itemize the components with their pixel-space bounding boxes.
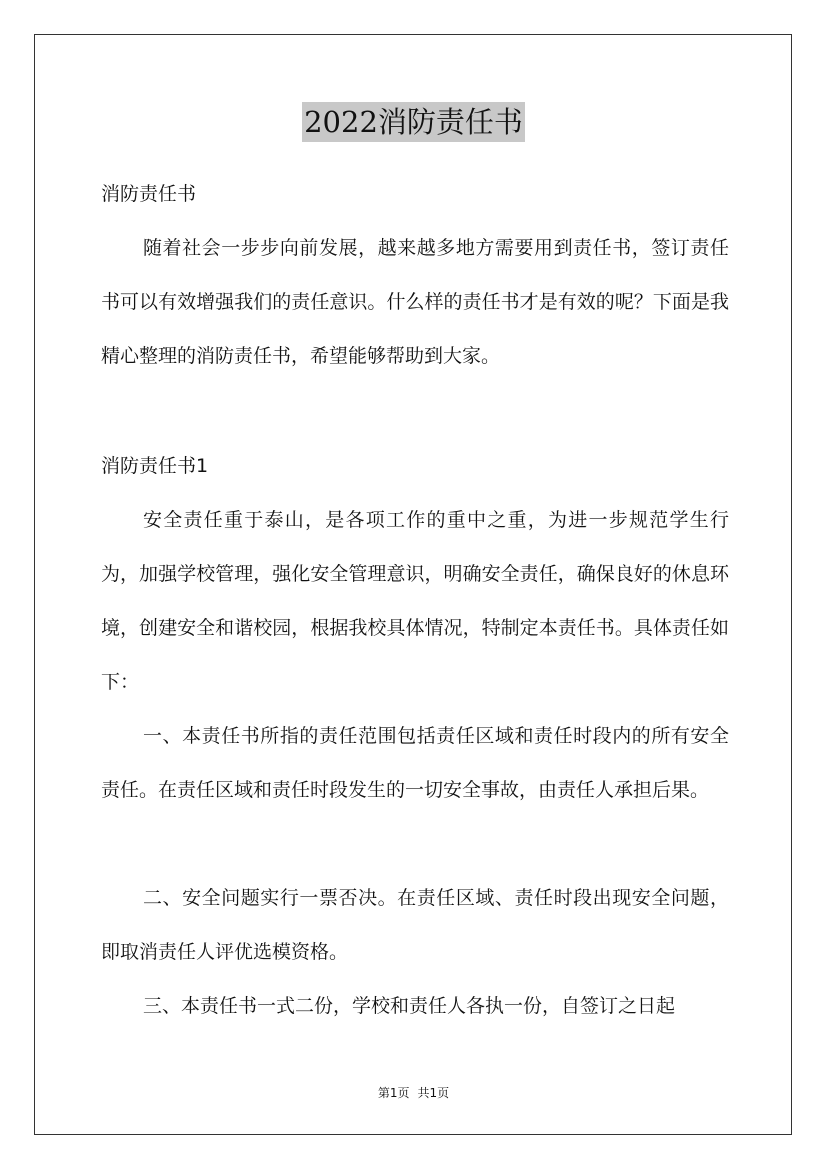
section-heading: 消防责任书1 <box>101 455 209 477</box>
body-paragraph-3: 二、安全问题实行一票否决。在责任区域、责任时段出现安全问题，即取消责任人评优选模资格。 <box>101 887 729 963</box>
page-current: 第1页 <box>377 1086 410 1100</box>
subheading: 消防责任书 <box>101 183 197 205</box>
page-footer <box>0 1084 827 1101</box>
document-title: 2022消防责任书 <box>302 102 525 142</box>
body-paragraph-2: 一、本责任书所指的责任范围包括责任区域和责任时段内的所有安全责任。在责任区域和责任时段发生的一切安全事故，由责任人承担后果。 <box>101 725 729 801</box>
intro-paragraph: 随着社会一步步向前发展，越来越多地方需要用到责任书，签订责任书可以有效增强我们的责任意识。什么样的责任书才是有效的呢？下面是我精心整理的消防责任书，希望能够帮助到大家。 <box>101 237 729 367</box>
page-total: 共1页 <box>417 1086 450 1100</box>
title-container <box>0 102 827 142</box>
body-paragraph-4: 三、本责任书一式二份，学校和责任人各执一份，自签订之日起 <box>143 995 676 1017</box>
body-paragraph-1: 安全责任重于泰山，是各项工作的重中之重，为进一步规范学生行为，加强学校管理，强化安全管理意识，明确安全责任，确保良好的休息环境，创建安全和谐校园，根据我校具体情况，特制定本责任书。具体责任如下： <box>101 509 729 693</box>
